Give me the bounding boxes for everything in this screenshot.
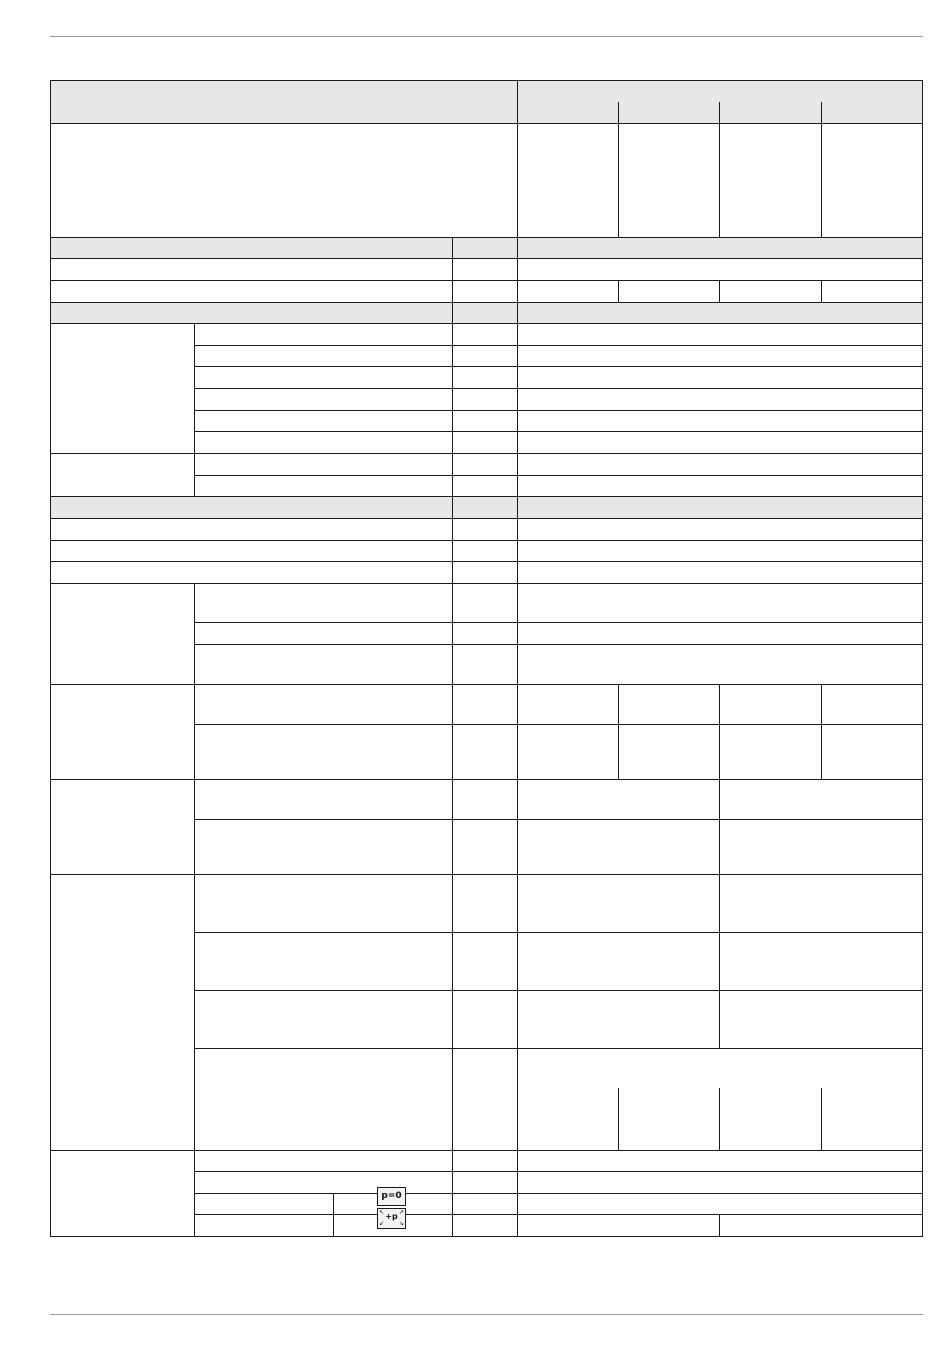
arrow-up-right-icon: ↗	[398, 1209, 404, 1216]
arrow-down-left-icon: ↙	[379, 1220, 385, 1227]
header-band	[50, 80, 922, 123]
specification-table	[50, 80, 923, 1237]
table-shaded-bands	[50, 80, 922, 518]
pressure-positive-icon: ↖ ↗ +p ↙ ↘	[379, 1209, 404, 1227]
section-band-2	[50, 302, 922, 323]
footer-rule	[50, 1314, 923, 1315]
header-rule	[50, 36, 923, 37]
pressure-zero-icon: p=0	[377, 1187, 406, 1206]
section-band-1	[50, 237, 922, 258]
arrow-down-right-icon: ↘	[398, 1220, 404, 1227]
section-band-3	[50, 496, 922, 518]
arrow-up-left-icon: ↖	[379, 1209, 385, 1216]
